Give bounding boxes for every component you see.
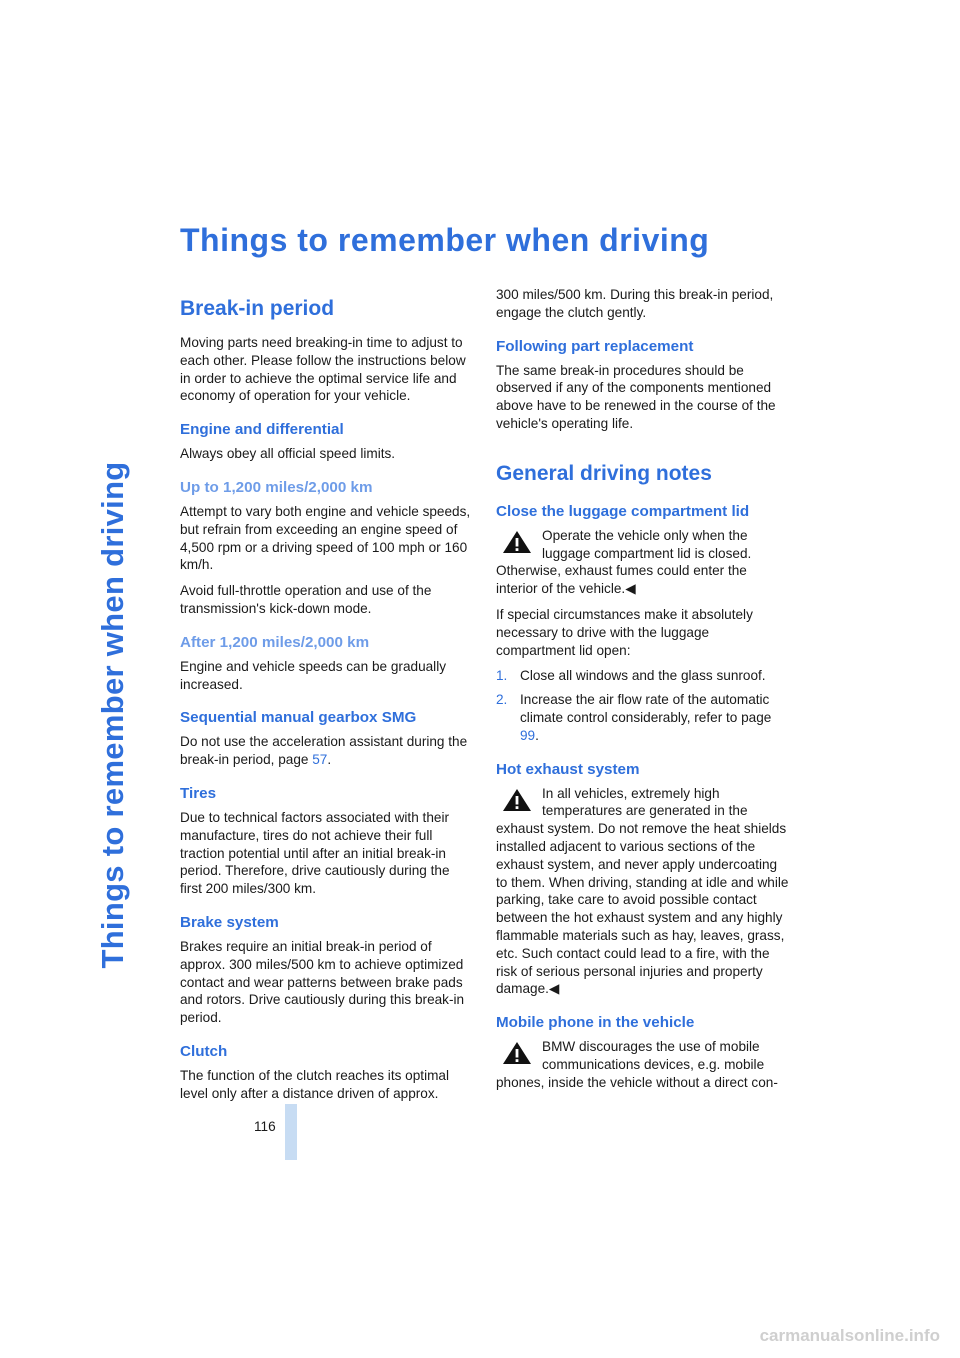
upto-heading: Up to 1,200 miles/2,000 km: [180, 478, 373, 496]
phone-warning-text: BMW discourages the use of mobile communications devices, e.g. mobile phones, inside the vehicle without a direct con-: [496, 1039, 778, 1090]
smg-heading: Sequential manual gearbox SMG: [180, 709, 417, 727]
smg-paragraph: [180, 733, 475, 769]
smg-page-link[interactable]: 57: [312, 752, 328, 768]
list-item-end: .: [535, 727, 539, 743]
brake-heading: Brake system: [180, 913, 279, 931]
phone-warning: [496, 1038, 791, 1091]
warning-triangle-icon: [502, 1041, 532, 1065]
warning-triangle-icon: [502, 530, 532, 554]
list-item: [496, 667, 791, 685]
tires-heading: Tires: [180, 784, 217, 802]
following-heading: Following part replacement: [496, 337, 694, 355]
luggage-heading: Close the luggage compartment lid: [496, 502, 750, 520]
list-item-number: 2.: [496, 692, 508, 708]
luggage-text: If special circumstances make it absolutely necessary to drive with the luggage compartment lid open:: [496, 606, 753, 658]
smg-text: Do not use the acceleration assistant during the break-in period, page: [180, 734, 468, 768]
list-item-number: 1.: [496, 668, 508, 684]
breakin-text: Moving parts need breaking-in time to adjust to each other. Please follow the instructions below in order to achieve the optimal service life and economy of operation for your vehicle.: [180, 335, 466, 404]
luggage-steps-list: [496, 667, 791, 744]
page-number: 116: [254, 1119, 276, 1134]
page-title: Things to remember when driving: [180, 222, 710, 258]
climate-page-link[interactable]: 99: [520, 727, 536, 743]
exhaust-warning: [496, 785, 791, 999]
side-chapter-title-text: Things to remember when driving: [95, 461, 130, 969]
engine-text: Always obey all official speed limits.: [180, 446, 396, 462]
clutch-text: The function of the clutch reaches its optimal level only after a distance driven of approx.: [180, 1067, 449, 1101]
list-item-text: Increase the air flow rate of the automatic climate control considerably, refer to page: [520, 692, 772, 725]
luggage-warning-text: Operate the vehicle only when the luggage compartment lid is closed. Otherwise, exhaust fumes could enter the interior of the vehicle.◀: [496, 527, 752, 597]
list-item: [496, 691, 791, 744]
following-text: The same break-in procedures should be observed if any of the components mentioned above have to be renewed in the course of the vehicle's operating life.: [496, 362, 776, 431]
left-column: [180, 290, 475, 1111]
brake-text: Brakes require an initial break-in period of approx. 300 miles/500 km to achieve optimized contact and wear patterns between brake pads and rotors. Drive cautiously during this break-in period.: [180, 938, 465, 1026]
warning-triangle-icon: [502, 788, 532, 812]
engine-heading: Engine and differential: [180, 421, 344, 439]
exhaust-heading: Hot exhaust system: [496, 760, 640, 778]
right-column: [496, 287, 791, 1100]
upto-text-2: Avoid full-throttle operation and use of the transmission's kick-down mode.: [180, 583, 432, 616]
after-heading: After 1,200 miles/2,000 km: [180, 633, 370, 651]
breakin-heading: Break-in period: [180, 297, 335, 320]
phone-heading: Mobile phone in the vehicle: [496, 1014, 695, 1032]
list-item-text: Close all windows and the glass sunroof.: [520, 668, 766, 684]
tires-text: Due to technical factors associated with their manufacture, tires do not achieve their full traction potential until after an initial break-in period. Therefore, drive cautiously during the first 200 miles/300 km.: [180, 809, 450, 897]
luggage-warning: [496, 527, 791, 598]
exhaust-warning-text: In all vehicles, extremely high temperatures are generated in the exhaust system. Do not remove the heat shields installed adjacent to various sections of the exhaust system, and never apply undercoating to them. When driving, standing at idle and while parking, take care to avoid possible contact between the hot exhaust system and any highly flammable materials such as hay, leaves, grass, etc. Such contact could lead to a fire, with the risk of serious personal injuries and property damage.◀: [496, 785, 789, 997]
clutch-heading: Clutch: [180, 1042, 228, 1060]
smg-end: .: [327, 752, 332, 768]
after-text: Engine and vehicle speeds can be gradually increased.: [180, 658, 447, 692]
watermark: carmanualsonline.info: [759, 1326, 940, 1345]
page-marker-bar: [285, 1104, 297, 1160]
general-heading: General driving notes: [496, 461, 712, 485]
upto-text-1: Attempt to vary both engine and vehicle speeds, but refrain from exceeding an engine speed of 4,500 rpm or a driving speed of 100 mph or 160 km/h.: [180, 503, 471, 573]
clutch-text-continued: 300 miles/500 km. During this break-in period, engage the clutch gently.: [496, 287, 774, 320]
